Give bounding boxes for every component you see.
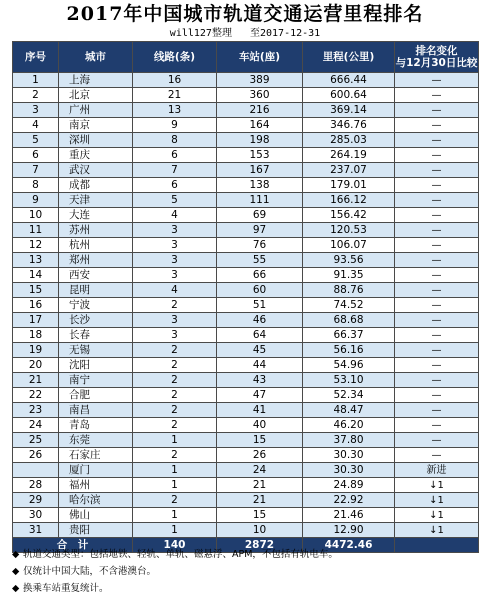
cell-lines: 2 <box>133 493 217 508</box>
cell-rank: 15 <box>13 283 59 298</box>
cell-rank-change: — <box>395 208 479 223</box>
table-row <box>13 403 479 418</box>
cell-lines: 2 <box>133 418 217 433</box>
cell-mileage: 52.34 <box>303 388 395 403</box>
cell-rank: 30 <box>13 508 59 523</box>
cell-rank-change: ↓1 <box>395 508 479 523</box>
cell-rank-change: — <box>395 403 479 418</box>
table-row <box>13 133 479 148</box>
cell-rank-change: — <box>395 328 479 343</box>
cell-rank-change: — <box>395 373 479 388</box>
cell-lines: 3 <box>133 328 217 343</box>
table-row <box>13 178 479 193</box>
cell-stations: 153 <box>217 148 303 163</box>
table-header-row <box>13 42 479 73</box>
footnote-text: 仅统计中国大陆，不含港澳台。 <box>23 566 157 577</box>
cell-stations: 44 <box>217 358 303 373</box>
cell-city: 武汉 <box>59 163 133 178</box>
cell-mileage: 91.35 <box>303 268 395 283</box>
cell-mileage: 156.42 <box>303 208 395 223</box>
cell-city: 大连 <box>59 208 133 223</box>
cell-lines: 8 <box>133 133 217 148</box>
cell-city: 东莞 <box>59 433 133 448</box>
cell-rank-change: — <box>395 313 479 328</box>
bullet-icon: ◆ <box>12 566 20 577</box>
cell-lines: 2 <box>133 358 217 373</box>
cell-stations: 167 <box>217 163 303 178</box>
cell-rank <box>13 463 59 478</box>
cell-city: 郑州 <box>59 253 133 268</box>
cell-lines: 2 <box>133 388 217 403</box>
cell-lines: 1 <box>133 433 217 448</box>
table-row <box>13 508 479 523</box>
total-mileage: 4472.46 <box>303 538 395 553</box>
cell-stations: 198 <box>217 133 303 148</box>
cell-stations: 360 <box>217 88 303 103</box>
cell-city: 苏州 <box>59 223 133 238</box>
cell-stations: 24 <box>217 463 303 478</box>
cell-stations: 10 <box>217 523 303 538</box>
cell-rank-change: — <box>395 268 479 283</box>
cell-rank: 31 <box>13 523 59 538</box>
table-row <box>13 313 479 328</box>
table-row <box>13 118 479 133</box>
cell-rank: 25 <box>13 433 59 448</box>
cell-lines: 4 <box>133 283 217 298</box>
header-stations: 车站(座) <box>217 42 303 73</box>
cell-mileage: 237.07 <box>303 163 395 178</box>
cell-city: 石家庄 <box>59 448 133 463</box>
cell-rank-change: — <box>395 253 479 268</box>
cell-stations: 138 <box>217 178 303 193</box>
cell-lines: 2 <box>133 403 217 418</box>
header-rank: 序号 <box>13 42 59 73</box>
table-row <box>13 448 479 463</box>
cell-rank-change: — <box>395 358 479 373</box>
header-mileage: 里程(公里) <box>303 42 395 73</box>
cell-mileage: 120.53 <box>303 223 395 238</box>
cell-city: 无锡 <box>59 343 133 358</box>
cell-rank: 7 <box>13 163 59 178</box>
cell-city: 沈阳 <box>59 358 133 373</box>
cell-stations: 15 <box>217 508 303 523</box>
cell-rank-change: — <box>395 178 479 193</box>
cell-lines: 16 <box>133 73 217 88</box>
cell-lines: 9 <box>133 118 217 133</box>
cell-mileage: 74.52 <box>303 298 395 313</box>
cell-mileage: 21.46 <box>303 508 395 523</box>
cell-mileage: 264.19 <box>303 148 395 163</box>
cell-stations: 51 <box>217 298 303 313</box>
footnote-text: 轨道交通类型：包括地铁、轻轨、单轨、磁悬浮、APM，不包括有轨电车。 <box>23 549 338 560</box>
cell-rank: 12 <box>13 238 59 253</box>
table-row <box>13 478 479 493</box>
table-row <box>13 238 479 253</box>
cell-lines: 3 <box>133 223 217 238</box>
table-row <box>13 148 479 163</box>
cell-lines: 6 <box>133 178 217 193</box>
footnotes <box>12 546 478 597</box>
cell-mileage: 346.76 <box>303 118 395 133</box>
cell-mileage: 12.90 <box>303 523 395 538</box>
cell-lines: 2 <box>133 373 217 388</box>
cell-stations: 47 <box>217 388 303 403</box>
cell-mileage: 179.01 <box>303 178 395 193</box>
cell-lines: 3 <box>133 313 217 328</box>
cell-lines: 3 <box>133 268 217 283</box>
table-row <box>13 358 479 373</box>
cell-city: 长沙 <box>59 313 133 328</box>
cell-stations: 15 <box>217 433 303 448</box>
cell-city: 南宁 <box>59 373 133 388</box>
cell-lines: 3 <box>133 238 217 253</box>
cell-city: 北京 <box>59 88 133 103</box>
table-row <box>13 433 479 448</box>
cell-stations: 389 <box>217 73 303 88</box>
footnote-text: 换乘车站重复统计。 <box>23 583 109 594</box>
cell-rank: 24 <box>13 418 59 433</box>
cell-mileage: 37.80 <box>303 433 395 448</box>
cell-mileage: 666.44 <box>303 73 395 88</box>
header-rank-change: 排名变化 与12月30日比较 <box>395 42 479 73</box>
cell-city: 成都 <box>59 178 133 193</box>
cell-lines: 1 <box>133 463 217 478</box>
table-row <box>13 193 479 208</box>
cell-city: 深圳 <box>59 133 133 148</box>
cell-rank-change: — <box>395 238 479 253</box>
cell-mileage: 54.96 <box>303 358 395 373</box>
cell-stations: 164 <box>217 118 303 133</box>
cell-rank-change: ↓1 <box>395 523 479 538</box>
cell-rank-change: — <box>395 163 479 178</box>
cell-city: 昆明 <box>59 283 133 298</box>
cell-rank: 9 <box>13 193 59 208</box>
cell-stations: 66 <box>217 268 303 283</box>
cell-mileage: 24.89 <box>303 478 395 493</box>
table-row <box>13 283 479 298</box>
cell-stations: 76 <box>217 238 303 253</box>
cell-lines: 7 <box>133 163 217 178</box>
cell-lines: 2 <box>133 448 217 463</box>
cell-rank: 21 <box>13 373 59 388</box>
cell-city: 重庆 <box>59 148 133 163</box>
cell-rank: 23 <box>13 403 59 418</box>
cell-city: 上海 <box>59 73 133 88</box>
table-row <box>13 373 479 388</box>
cell-rank: 14 <box>13 268 59 283</box>
cell-stations: 55 <box>217 253 303 268</box>
cell-rank-change: — <box>395 73 479 88</box>
cell-city: 佛山 <box>59 508 133 523</box>
header-city: 城市 <box>59 42 133 73</box>
table-row <box>13 253 479 268</box>
total-lines: 140 <box>133 538 217 553</box>
cell-lines: 6 <box>133 148 217 163</box>
cell-rank: 28 <box>13 478 59 493</box>
ranking-table <box>12 41 479 553</box>
cell-mileage: 30.30 <box>303 448 395 463</box>
cell-stations: 60 <box>217 283 303 298</box>
cell-rank-change: — <box>395 298 479 313</box>
cell-city: 杭州 <box>59 238 133 253</box>
table-row <box>13 88 479 103</box>
cell-rank-change: — <box>395 283 479 298</box>
cell-city: 哈尔滨 <box>59 493 133 508</box>
cell-mileage: 600.64 <box>303 88 395 103</box>
cell-mileage: 68.68 <box>303 313 395 328</box>
cell-mileage: 30.30 <box>303 463 395 478</box>
cell-lines: 1 <box>133 508 217 523</box>
cell-rank: 26 <box>13 448 59 463</box>
cell-rank-change: — <box>395 223 479 238</box>
cell-stations: 216 <box>217 103 303 118</box>
cell-rank: 10 <box>13 208 59 223</box>
table-row <box>13 328 479 343</box>
cell-city: 西安 <box>59 268 133 283</box>
cell-stations: 111 <box>217 193 303 208</box>
cell-mileage: 22.92 <box>303 493 395 508</box>
table-row <box>13 163 479 178</box>
table-row <box>13 73 479 88</box>
cell-mileage: 285.03 <box>303 133 395 148</box>
cell-mileage: 46.20 <box>303 418 395 433</box>
total-label: 合 计 <box>13 538 133 553</box>
cell-rank: 4 <box>13 118 59 133</box>
cell-rank-change: 新进 <box>395 463 479 478</box>
cell-city: 南昌 <box>59 403 133 418</box>
bullet-icon: ◆ <box>12 549 20 560</box>
cell-lines: 13 <box>133 103 217 118</box>
cell-stations: 26 <box>217 448 303 463</box>
cell-rank-change: — <box>395 193 479 208</box>
cell-rank: 19 <box>13 343 59 358</box>
cell-lines: 1 <box>133 478 217 493</box>
cell-city: 广州 <box>59 103 133 118</box>
subtitle <box>0 27 490 40</box>
cell-stations: 97 <box>217 223 303 238</box>
cell-lines: 2 <box>133 298 217 313</box>
cell-city: 厦门 <box>59 463 133 478</box>
cell-rank-change: — <box>395 88 479 103</box>
cell-rank-change: — <box>395 133 479 148</box>
table-row <box>13 103 479 118</box>
footnote <box>12 546 478 563</box>
page-title: 2017年中国城市轨道交通运营里程排名 <box>66 3 424 25</box>
cell-rank: 29 <box>13 493 59 508</box>
cell-rank: 2 <box>13 88 59 103</box>
footnote <box>12 580 478 597</box>
cell-lines: 21 <box>133 88 217 103</box>
cell-mileage: 88.76 <box>303 283 395 298</box>
cell-rank: 6 <box>13 148 59 163</box>
cell-rank: 8 <box>13 178 59 193</box>
table-row <box>13 298 479 313</box>
subtitle-author: will127整理 <box>169 28 232 39</box>
cell-rank: 13 <box>13 253 59 268</box>
cell-rank: 5 <box>13 133 59 148</box>
table-row <box>13 223 479 238</box>
cell-lines: 1 <box>133 523 217 538</box>
cell-rank-change: — <box>395 418 479 433</box>
cell-stations: 69 <box>217 208 303 223</box>
cell-rank: 3 <box>13 103 59 118</box>
cell-rank: 18 <box>13 328 59 343</box>
cell-mileage: 56.16 <box>303 343 395 358</box>
cell-rank-change: — <box>395 448 479 463</box>
cell-mileage: 53.10 <box>303 373 395 388</box>
cell-mileage: 369.14 <box>303 103 395 118</box>
cell-rank-change: ↓1 <box>395 493 479 508</box>
cell-rank-change: — <box>395 118 479 133</box>
table-row <box>13 268 479 283</box>
cell-rank: 11 <box>13 223 59 238</box>
header-lines: 线路(条) <box>133 42 217 73</box>
cell-city: 合肥 <box>59 388 133 403</box>
cell-city: 福州 <box>59 478 133 493</box>
table-row <box>13 523 479 538</box>
cell-lines: 3 <box>133 253 217 268</box>
cell-city: 贵阳 <box>59 523 133 538</box>
footnote <box>12 563 478 580</box>
cell-lines: 4 <box>133 208 217 223</box>
cell-rank: 20 <box>13 358 59 373</box>
cell-stations: 40 <box>217 418 303 433</box>
cell-mileage: 166.12 <box>303 193 395 208</box>
cell-city: 青岛 <box>59 418 133 433</box>
table-row <box>13 463 479 478</box>
cell-rank: 16 <box>13 298 59 313</box>
cell-stations: 64 <box>217 328 303 343</box>
cell-mileage: 93.56 <box>303 253 395 268</box>
bullet-icon: ◆ <box>12 583 20 594</box>
cell-rank-change: — <box>395 148 479 163</box>
cell-mileage: 48.47 <box>303 403 395 418</box>
cell-rank-change: — <box>395 433 479 448</box>
table-row <box>13 418 479 433</box>
cell-mileage: 106.07 <box>303 238 395 253</box>
cell-city: 南京 <box>59 118 133 133</box>
cell-rank-change: — <box>395 343 479 358</box>
cell-rank: 1 <box>13 73 59 88</box>
table-row <box>13 493 479 508</box>
cell-stations: 21 <box>217 493 303 508</box>
cell-city: 长春 <box>59 328 133 343</box>
cell-stations: 46 <box>217 313 303 328</box>
cell-city: 宁波 <box>59 298 133 313</box>
cell-stations: 43 <box>217 373 303 388</box>
cell-rank: 17 <box>13 313 59 328</box>
cell-rank-change: — <box>395 388 479 403</box>
subtitle-date: 至2017-12-31 <box>249 28 321 39</box>
table-row <box>13 388 479 403</box>
cell-rank: 22 <box>13 388 59 403</box>
cell-mileage: 66.37 <box>303 328 395 343</box>
cell-rank-change: — <box>395 103 479 118</box>
cell-stations: 21 <box>217 478 303 493</box>
cell-lines: 5 <box>133 193 217 208</box>
table-row <box>13 208 479 223</box>
cell-stations: 41 <box>217 403 303 418</box>
cell-stations: 45 <box>217 343 303 358</box>
cell-city: 天津 <box>59 193 133 208</box>
cell-rank-change: ↓1 <box>395 478 479 493</box>
cell-lines: 2 <box>133 343 217 358</box>
total-stations: 2872 <box>217 538 303 553</box>
table-row <box>13 343 479 358</box>
